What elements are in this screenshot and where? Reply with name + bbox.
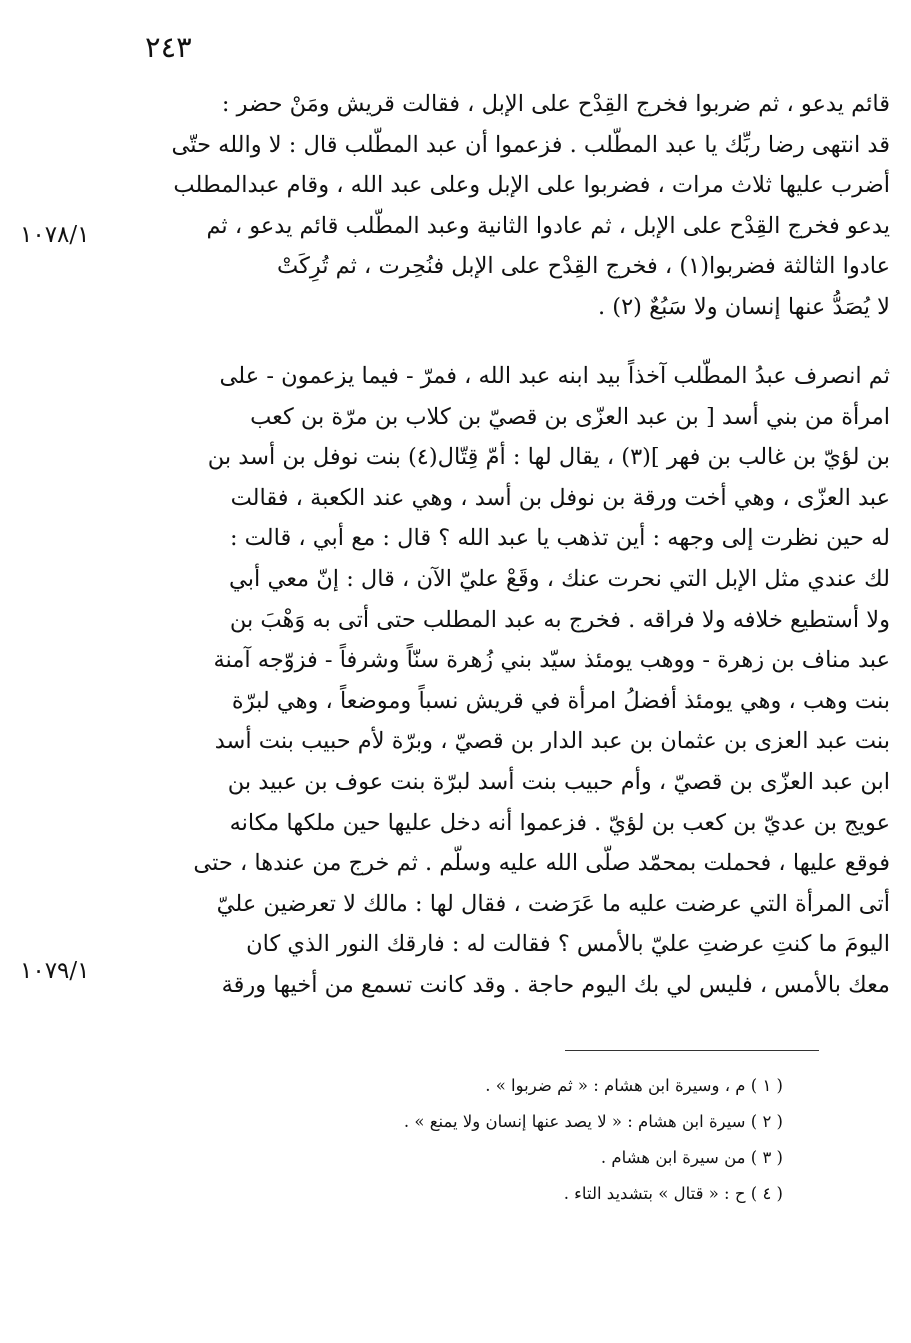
text-line: ثم انصرف عبدُ المطّلب آخذاً بيد ابنه عبد الله ، فمرّ - فيما يزعمون - على (219, 363, 890, 389)
footnote: ( ١ ) م ، وسيرة ابن هشام : « ثم ضربوا » . (485, 1076, 783, 1095)
footnotes (300, 1068, 783, 1212)
text-line: فوقع عليها ، فحملت بمحمّد صلّى الله عليه وسلّم . ثم خرج من عندها ، حتى (193, 850, 890, 877)
page-number: ٢٤٣ (145, 30, 192, 64)
text-line: معك بالأمس ، فليس لي بك اليوم حاجة . وقد كانت تسمع من أخيها ورقة (221, 971, 890, 998)
text-line: بن لؤيّ بن غالب بن فهر ](٣) ، يقال لها : أمّ قِتّال(٤) بنت نوفل بن أسد بن (207, 444, 890, 471)
text-line: قد انتهى رضا ربِّك يا عبد المطّلب . فزعموا أن عبد المطّلب قال : لا والله حتّى (171, 131, 890, 158)
text-line: لك عندي مثل الإبل التي نحرت عنك ، وقَعْ عليّ الآن ، قال : إنّ معي أبي (229, 565, 890, 592)
paragraph-2 (160, 356, 890, 1006)
text-line: قائم يدعو ، ثم ضربوا فخرج القِدْح على الإبل ، فقالت قريش ومَنْ حضر : (221, 91, 890, 117)
text-line: بنت عبد العزى بن عثمان بن عبد الدار بن قصيّ ، وبرّة لأم حبيب بنت أسد (214, 728, 890, 755)
text-line: عبد العزّى ، وهي أخت ورقة بن نوفل بن أسد ، وهي عند الكعبة ، فقالت (230, 484, 890, 511)
text-line: لا يُصَدُّ عنها إنسان ولا سَبُعٌ (٢) . (597, 293, 890, 320)
text-line: أضرب عليها ثلاث مرات ، فضربوا على الإبل وعلى عبد الله ، وقام عبدالمطلب (173, 172, 890, 199)
footnote-separator (565, 1050, 819, 1051)
text-line: يدعو فخرج القِدْح على الإبل ، ثم عادوا الثانية وعبد المطّلب قائم يدعو ، ثم (206, 212, 890, 239)
text-line: عويج بن عديّ بن كعب بن لؤيّ . فزعموا أنه دخل عليها حين ملكها مكانه (229, 809, 890, 836)
text-line: امرأة من بني أسد [ بن عبد العزّى بن قصيّ بن كلاب بن مرّة بن كعب (250, 403, 890, 430)
text-line: عبد مناف بن زهرة - ووهب يومئذ سيّد بني زُهرة سنّاً وشرفاً - فزوّجه آمنة (213, 647, 890, 674)
marginal-reference: ١٠٧٩/١ (20, 958, 90, 984)
text-line: بنت وهب ، وهي يومئذ أفضلُ امرأة في قريش نسباً وموضعاً ، وهي لبرّة (231, 687, 890, 714)
footnote: ( ٤ ) ح : « قتال » بتشديد التاء . (563, 1184, 783, 1203)
text-line: ابن عبد العزّى بن قصيّ ، وأم حبيب بنت أسد لبرّة بنت عوف بن عبيد بن (227, 768, 890, 795)
text-line: له حين نظرت إلى وجهه : أين تذهب يا عبد الله ؟ قال : مع أبي ، قالت : (229, 525, 890, 552)
footnote: ( ٢ ) سيرة ابن هشام : « لا يصد عنها إنسان ولا يمنع » . (403, 1112, 783, 1131)
marginal-reference: ١٠٧٨/١ (20, 222, 90, 248)
text-line: أتى المرأة التي عرضت عليه ما عَرَضت ، فقال لها : مالك لا تعرضين عليّ (216, 890, 890, 917)
text-line: اليومَ ما كنتِ عرضتِ عليّ بالأمس ؟ فقالت له : فارقك النور الذي كان (246, 931, 890, 958)
footnote: ( ٣ ) من سيرة ابن هشام . (600, 1148, 783, 1167)
text-line: ولا أستطيع خلافه ولا فراقه . فخرج به عبد المطلب حتى أتى به وَهْبَ بن (229, 606, 890, 633)
paragraph-1 (160, 84, 890, 328)
text-line: عادوا الثالثة فضربوا(١) ، فخرج القِدْح على الإبل فنُحِرت ، ثم تُرِكَتْ (277, 253, 890, 280)
